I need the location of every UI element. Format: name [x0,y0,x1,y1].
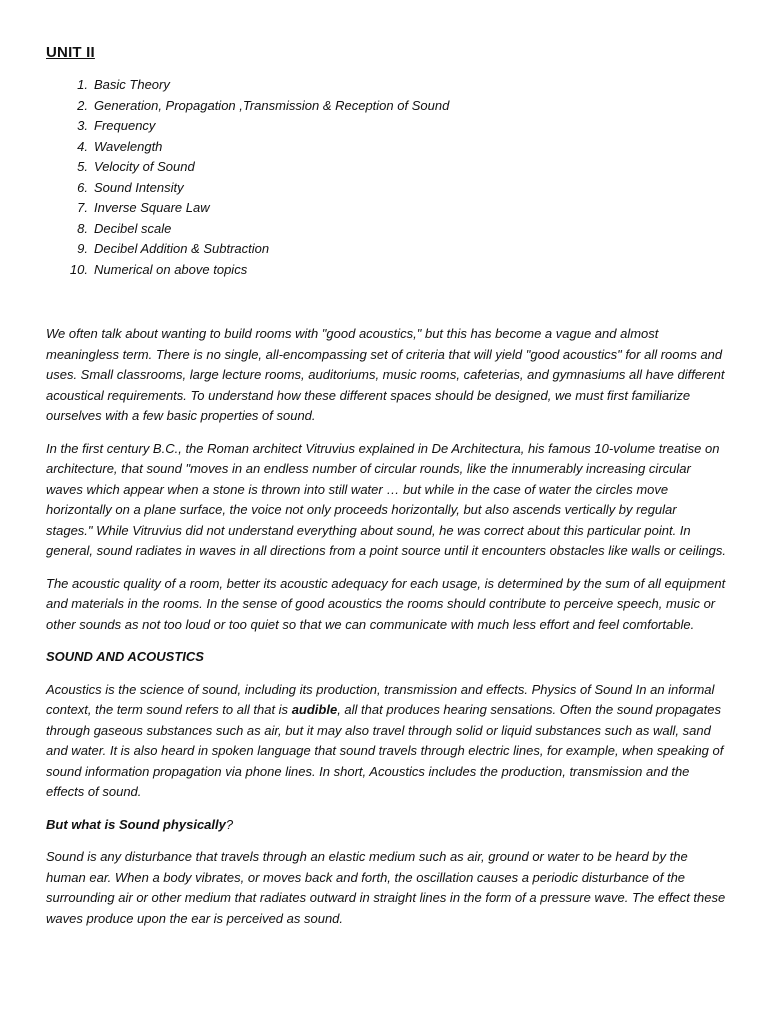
sound-definition-paragraph: Sound is any disturbance that travels through an elastic medium such as air, ground or water to be heard by the human ear. When a body vibrates, or moves back and forth, the oscillation causes a periodic disturbance of the surrounding air or other medium that radiates outward in straight lines in the form of a pressure wave. The effect these waves produce upon the ear is perceived as sound. [46,849,726,926]
list-item-text: Sound Intensity [94,179,184,195]
vitruvius-paragraph: In the first century B.C., the Roman architect Vitruvius explained in De Architectura, his famous 10-volume treatise on architecture, that sound "moves in an endless number of circular rounds, like the innumerably increasing circular waves which appear when a stone is thrown into still water … but while in the case of water the circles move horizontally on a plane surface, the voice not only proceeds horizontally, but also ascends vertically by regular stages." While Vitruvius did not understand everything about sound, he was correct about this particular point. In general, sound radiates in waves in all directions from a point source until it encounters obstacles like walls or ceilings. [46,440,726,558]
list-item [46,96,726,117]
list-item-number: 10. [69,261,88,277]
list-item-text: Decibel Addition & Subtraction [94,241,270,256]
unit-title: UNIT II [46,44,95,61]
intro-paragraph: We often talk about wanting to build rooms with "good acoustics," but this has become a vague and almost meaningless term. There is no single, all-encompassing set of criteria that will yield "good acoustics" for all rooms and uses. Small classrooms, large lecture rooms, auditoriums, music rooms, cafeterias, and gymnasiums all have different acoustical requirements. To understand how these different spaces should be designed, we must first familiarize ourselves with a few basic properties of sound. [46,326,725,423]
list-item-number: 4. [77,138,88,154]
heading-text: But what is Sound physically [46,816,226,832]
paragraph-text: Acoustics is the science of sound, including its production, transmission and effects. Physics of Sound In an informal context, the term sound refers to all that is [46,681,715,717]
section-heading-sound-acoustics: SOUND AND ACOUSTICS [46,649,204,664]
list-item-text: Generation, Propagation ,Transmission & Reception of Sound [94,97,450,113]
section-heading-sound-physically [46,815,726,836]
list-item-text: Numerical on above topics [94,261,248,277]
list-item-text: Decibel scale [94,220,172,236]
list-item-text: Velocity of Sound [94,159,195,174]
list-item [46,219,726,240]
list-item-number: 9. [77,241,88,256]
list-item-text: Wavelength [94,138,163,154]
list-item [46,198,726,219]
list-item-number: 6. [77,179,88,195]
paragraph-text: , all that produces hearing sensations. Often the sound propagates through gaseous substances such as air, but it may also travel through solid or liquid substances such as wall, sand and water. It is also heard in spoken language that sound travels through electric lines, for example, when speaking of sound information propagation via phone lines. In short, Acoustics includes the production, transmission and the effects of sound. [46,702,724,799]
document-page [46,44,726,941]
list-item-text: Frequency [94,118,156,133]
bold-term: audible [291,702,338,717]
list-item [46,116,726,137]
heading-punctuation: ? [225,816,234,832]
list-item-number: 5. [77,159,88,174]
list-item-number: 8. [77,220,88,236]
room-quality-paragraph: The acoustic quality of a room, better its acoustic adequacy for each usage, is determined by the sum of all equipment and materials in the rooms. In the sense of good acoustics the rooms should contribute to perceive speech, music or other sounds as not too loud or too quiet so that we can communicate with much less effort and feel comfortable. [46,575,726,632]
list-item [46,157,726,178]
list-item-text: Basic Theory [94,77,170,92]
list-item [46,137,726,158]
list-item [46,239,726,260]
list-item-number: 1. [77,77,88,92]
body-text [46,324,726,929]
list-item [46,178,726,199]
list-item-number: 2. [77,97,88,113]
list-item-number: 3. [77,118,88,133]
topic-list [46,75,726,280]
list-item [46,75,726,96]
list-item-number: 7. [77,200,88,215]
list-item-text: Inverse Square Law [94,200,210,215]
list-item [46,260,726,281]
acoustics-definition-paragraph [46,680,726,803]
